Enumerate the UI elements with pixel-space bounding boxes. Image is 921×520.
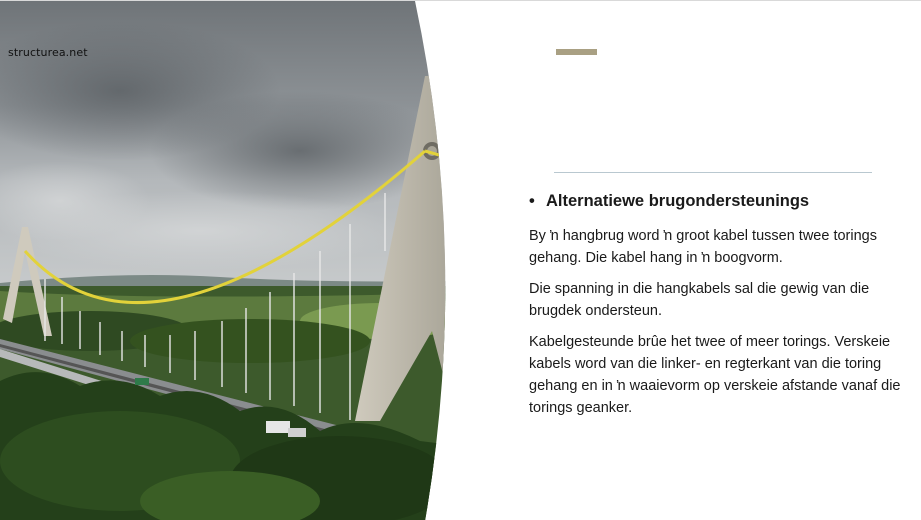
accent-bar [556,49,597,55]
paragraph-suspension: By ŉ hangbrug word ŉ groot kabel tussen twee torings gehang. Die kabel hang in ŉ boogvorm. [529,228,877,266]
paragraph-cable-stayed: Kabelgesteunde brûe het twee of meer torings. Verskeie kabels word van die linker- en regterkant van die toring gehang en in ŉ waaievorm op verskeie afstande vanaf die torings geanker. [529,334,901,416]
watermark: structurea.net [8,46,88,59]
bullet-icon: • [529,192,535,210]
text-content [529,192,901,428]
divider-line [554,172,872,173]
bridge-photo [0,1,460,520]
paragraph-tension: Die spanning in die hangkabels sal die gewig van die brugdek ondersteun. [529,281,870,319]
bullet-heading [529,192,901,211]
heading-text: Alternatiewe brugondersteunings [546,192,810,210]
